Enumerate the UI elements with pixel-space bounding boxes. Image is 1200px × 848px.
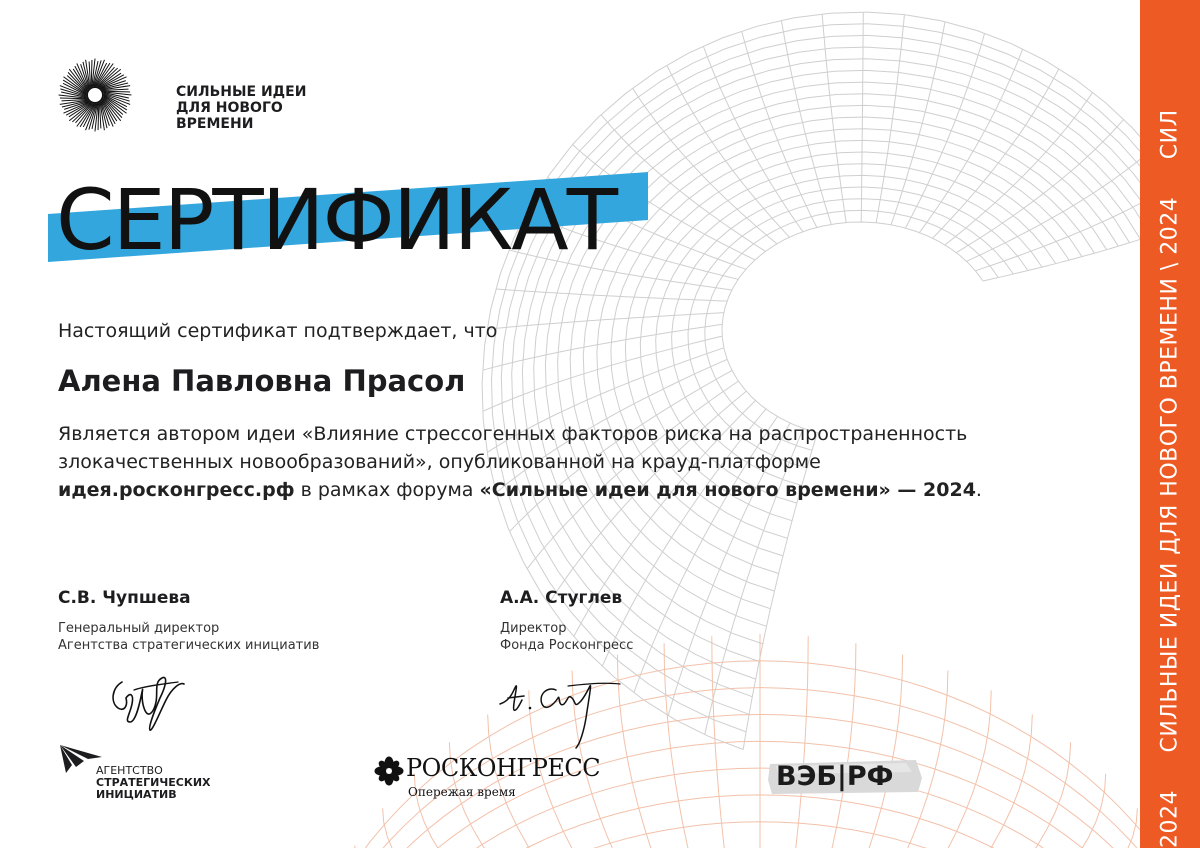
- certificate-title: СЕРТИФИКАТ: [56, 171, 617, 269]
- sunburst-icon: [58, 58, 132, 132]
- certificate-body: [58, 420, 1048, 504]
- position-line: Агентства стратегических инициатив: [58, 638, 320, 653]
- signatory-name: А.А. Стуглев: [500, 588, 623, 608]
- veb-name: ВЭБ|РФ: [776, 761, 894, 792]
- body-text: в рамках форума: [294, 479, 480, 501]
- logo-line: ДЛЯ НОВОГО: [176, 100, 283, 116]
- signature-1: [104, 662, 194, 732]
- roscongress-tagline: Опережая время: [408, 785, 516, 799]
- asi-logo-text: [96, 765, 211, 801]
- roscongress-logo: [374, 754, 614, 804]
- signatory-2: [500, 588, 633, 654]
- forum-logo-text: [176, 84, 306, 132]
- side-band-tail: СИЛ: [1157, 109, 1183, 160]
- position-line: Директор: [500, 621, 567, 636]
- forum-logo: [58, 58, 308, 138]
- veb-logo: [766, 758, 926, 796]
- signatory-position: [500, 620, 633, 654]
- body-text: .: [975, 479, 982, 501]
- asi-line: АГЕНТСТВО: [96, 764, 163, 777]
- flower-icon: [374, 756, 404, 786]
- asi-line: СТРАТЕГИЧЕСКИХ: [96, 776, 211, 789]
- asi-logo: [58, 745, 228, 809]
- asi-line: ИНИЦИАТИВ: [96, 788, 177, 801]
- position-line: Генеральный директор: [58, 621, 220, 636]
- logo-line: СИЛЬНЫЕ ИДЕИ: [176, 84, 307, 100]
- body-text: Является автором идеи «Влияние стрессогенных факторов риска на распространенность злокачественных новообразований», опубликованной на крауд-платформе: [58, 423, 968, 473]
- side-band: [1140, 0, 1200, 848]
- signatory-1: [58, 588, 319, 654]
- confirm-text: Настоящий сертификат подтверждает, что: [58, 320, 498, 342]
- forum-name: «Сильные идеи для нового времени» — 2024: [479, 479, 976, 501]
- signatory-position: [58, 620, 319, 654]
- recipient-name: Алена Павловна Прасол: [58, 364, 466, 398]
- platform-site: идея.росконгресс.рф: [58, 479, 295, 501]
- side-band-year: 2024: [1157, 790, 1183, 848]
- side-band-text: [1158, 0, 1183, 848]
- roscongress-name: РОСКОНГРЕСС: [406, 754, 601, 782]
- side-band-title: СИЛЬНЫЕ ИДЕИ ДЛЯ НОВОГО ВРЕМЕНИ \ 2024: [1157, 196, 1183, 753]
- signature-2: [494, 664, 624, 750]
- logo-line: ВРЕМЕНИ: [176, 116, 254, 132]
- position-line: Фонда Росконгресс: [500, 638, 634, 653]
- title-block: [48, 170, 688, 300]
- signatory-name: С.В. Чупшева: [58, 588, 191, 608]
